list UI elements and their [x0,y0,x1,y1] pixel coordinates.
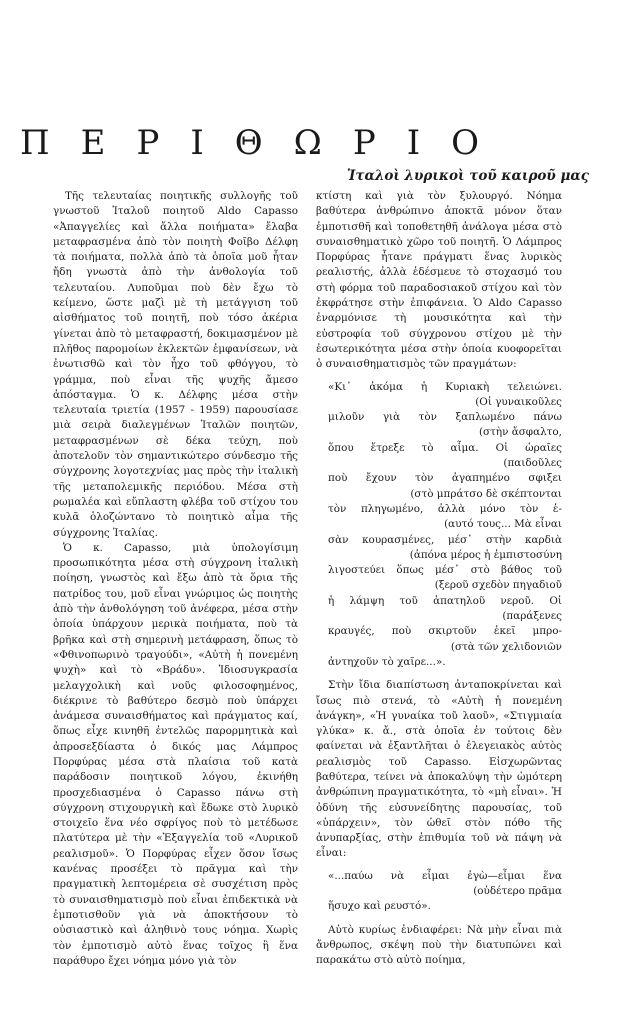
poem-line: λιγοστεύει ὅπως μέσ᾿ στὸ βάθος τοῦ [328,564,562,577]
poem-line: (παράξενες [502,610,562,623]
poem-line: ἀντηχοῦν τὸ χαῖρε...». [328,655,446,668]
poem-line: ὅπου ἔτρεξε τὸ αἷμα. Οἱ ὡραῖες [328,441,562,454]
poem-line: σὰν κουρασμένες, μέσ᾿ στὴν καρδιὰ [328,533,562,546]
paragraph: Ὁ κ. Capasso, μιὰ ὑπολογίσιμη προσωπικότητα μέσα στὴ σύγχρονη ἰταλικὴ ποίηση, γνωστὸς καὶ ἔξω ἀπὸ τὰ ὅρια τῆς πατρίδος του, μοῦ εἶναι γνώριμος ὡς ποιητὴς ἀπὸ τὴν ἀνθολόγηση τοῦ ἀνέφερα, μέσα στὴν ὁποία ὑπάρχουν μερικὰ ποιήματα, ποὺ τὰ βρῆκα καὶ στὴ σημερινὴ μετάφραση, ὅπως τὸ «Φθινοπωρινὸ τραγούδι», «Αὐτὴ ἡ πονεμένη ψυχὴ» καὶ τὸ «Βράδυ». Ἰδιοσυγκρασία μελαγχολικὴ καὶ νοῦς φιλοσοφημένος, διέκρινε τὸ βαθύτερο δεσμὸ ποὺ ὑπάρχει ἀνάμεσα συναισθήματος καὶ πράγματος καί, ὅπως εἶχε κινηθῆ ἐντελῶς παρορμητικὰ καὶ ἀπροσεξδίαστα ὁ δικός μας Λάμπρος Πορφύρας μέσα στὰ πλαίσια τοῦ κατὰ παράδοσιν ποιητικοῦ λόγου, ἐκινήθη προσχεδιασμένα ὁ Capasso πάνω στὴ σύγχρονη στιχουργικὴ καὶ ἔδωκε στὸ λυρικὸ στοιχεῖο ἕνα νέο σφρίγος ποὺ τὸ μετέδωσε πλατύτερα μὲ τὴν «Ἐξαγγελία τοῦ «Λυρικοῦ ρεαλισμοῦ». Ὁ Πορφύρας εἶχεν ὅσον ἴσως κανένας προσέξει τὸ πρᾶγμα καὶ τὴν πραγματικὴ λεπτομέρεια σὲ συσχέτιση πρὸς τὸ συναισθηματισμὸ ποὺ εἶναι ἐπιδεκτικὰ νὰ ἐμποτισθοῦν γιὰ νὰ ἀποκτήσουν τὸ οὐσιαστικὸ καὶ ἀληθινὸ τους νόημα. Χωρὶς τὸν ἐμποτισμὸ αὐτὸ ἕνας τοῖχος ἢ ἕνα παράθυρο ἔχει νόημα μόνο γιὰ τὸν [53,541,298,967]
poem-line: (στὸ μπράτσο δὲ σκέπτονται [410,487,562,500]
poem-quote [328,380,562,671]
poem-line: (Οἱ γυναικοῦλες [475,395,562,408]
poem-line: (παιδοῦλες [503,457,562,470]
page-title: ΠΕΡΙΘΩΡΙΟ [20,123,511,163]
poem-line: ἡ λάμψη τοῦ ἀπατηλοῦ νεροῦ. Οἱ [328,594,562,607]
poem-line: (στὰ τῶν χελιδονιῶν [450,640,562,653]
poem-line: ἥσυχο καὶ ρευστό». [328,900,431,913]
paragraph: κτίστη καὶ γιὰ τὸν ξυλουργό. Νόημα βαθύτερα ἀνθρώπινο ἀποκτᾶ μόνον ὅταν ἐμποτισθῆ καὶ τοποθετηθῆ ἀνάλογα μέσα στὸ συναισθηματικὸ χῶρο τοῦ ποιητῆ. Ὁ Λάμπρος Πορφύρας ἦτανε πράγματι ἕνας λυρικὸς ρεαλιστής, ἀλλὰ ἐδέσμευε τὸ στοχασμό του στὴ φόρμα τοῦ παραδοσιακοῦ στίχου καὶ τὸν ἐκφράτησε στὴν ἐπιφάνεια. Ὁ Aldo Capasso ἐναρμόνισε τὴ μουσικότητα καὶ τὴν εὐστροφία τοῦ σύγχρονου στίχου μὲ τὴν ἐσωτερικότητα μέσα στὴν ὁποία κυοφορεῖται ὁ συναισθηματισμὸς τῶν πραγμάτων: [316,190,562,371]
poem-line: κραυγές, ποὺ σκιρτοῦν ἐκεῖ μπρο- [328,625,562,638]
poem-line: ποὺ ἔχουν τὸν ἀγαπημένο σφιξει [328,472,562,485]
poem-line: (οὐδέτερο πρᾶμα [473,885,562,898]
poem-line: (ἀπόνα μέρος ἡ ἐμπιστοσύνη [409,548,562,561]
poem-line: «Κι᾿ ἀκόμα ἡ Κυριακὴ τελειώνει. [328,380,562,393]
left-column [53,189,298,969]
poem-quote [328,869,562,915]
paragraph: Αὐτὸ κυρίως ἐνδιαφέρει: Νὰ μὴν εἶναι πιὰ ἄνθρωπος, σκέψη ποὺ τὴν διατυπώνει καὶ παρακάτω στὸ αὐτὸ ποίημα, [316,923,562,967]
article-subtitle: Ἰταλοὶ λυρικοὶ τοῦ καιροῦ μας [346,168,589,184]
poem-line: μιλοῦν γιὰ τὸν ξαπλωμένο πάνω [328,411,562,424]
poem-line: (στὴν ἄσφαλτο, [478,426,562,439]
poem-line: «...παύω νὰ εἶμαι ἐγὼ—εἶμαι ἕνα [328,869,562,882]
poem-line: (ξεροῦ σχεδὸν πηγαδιοῦ [434,579,562,592]
paragraph: Στὴν ἴδια διαπίστωση ἀνταποκρίνεται καὶ ἴσως πιὸ στενά, τὸ «Αὐτὴ ἡ πονεμένη ἀνάγκη», «Ἡ γυναίκα τοῦ λαοῦ», «Στιγμιαία γλύκα» κ. ἄ., στὰ ὁποῖα ἐν τούτοις δὲν φαίνεται νὰ ἐξαντλῆται ὁ ἐλεγειακὸς αὐτὸς ρεαλισμὸς τοῦ Capasso. Εἰσχωρῶντας βαθύτερα, τείνει νὰ ἀποκαλύψη τὴν ὠμότερη ἀνθρώπινη πραγματικότητα, τὸ «μὴ εἶναι». Ἡ ὀδύνη τῆς εὐσυνείδητης παρουσίας, τοῦ «ὑπάρχειν», τὸν ὠθεῖ στὸν πόθο τῆς ἀνυπαρξίας, στὴν ἐπιθυμία τοῦ νὰ πάψη νὰ εἶναι: [316,679,562,860]
paragraph: Τῆς τελευταίας ποιητικῆς συλλογῆς τοῦ γνωστοῦ Ἰταλοῦ ποιητοῦ Aldo Capasso «Ἀπαγγελίες καὶ ἄλλα ποιήματα» ἔλαβα μεταφρασμένα ἀπὸ τὸν ποιητὴ Φοῖβο Δέλφη τὰ ποιήματα, πολλὰ ἀπὸ τὰ ὁποῖα μοῦ ἦταν ἤδη γνωστὰ ἀπὸ τὴν ἀνθολογία τοῦ τελευταίου. Λυποῦμαι ποὺ δὲν ἔχω τὸ κείμενο, ὥστε μαζὶ μὲ τὴ μετάγγιση τοῦ αἰσθήματος τοῦ ποιητῆ, ποὺ τόσο ἀκέρια γίνεται ἀπὸ τὸ μεταφραστή, δοκιμασμένον μὲ πλῆθος παρομοίων ἐκλεκτῶν ἐμφανίσεων, νὰ ἐνωτισθῶ καὶ τὸν ἦχο τοῦ φθόγγου, τὸ γράμμα, ποὺ εἶναι τῆς ψυχῆς ἄμεσο ἀπόσταγμα. Ὁ κ. Δέλφης μέσα στὴν τελευταία τριετία (1957 - 1959) παρουσίασε μιὰ σειρὰ διαλεγμένων Ἰταλῶν ποιητῶν, μεταφρασμένων σὲ δέκα τεύχη, ποὺ ἀποτελοῦν τὸν σημαντικώτερο σύνδεσμο τῆς σύγχρονης λογοτεχνίας μας πρὸς τὴν ἰταλικὴ τῆς μεταπολεμικῆς περιόδου. Μέσα στὴ ρωμαλέα καὶ εὔπλαστη φλέβα τοῦ στίχου του κυλᾶ ὁλοζώντανο τὸ ποιητικὸ αἷμα τῆς σύγχρονης Ἰταλίας. [53,190,298,539]
poem-line: (αυτό τους... Μὰ εἶναι [444,518,562,531]
poem-line: τὸν πληγωμένο, ἀλλὰ μόνο τὸν ἑ- [328,502,562,515]
right-column [316,189,562,969]
